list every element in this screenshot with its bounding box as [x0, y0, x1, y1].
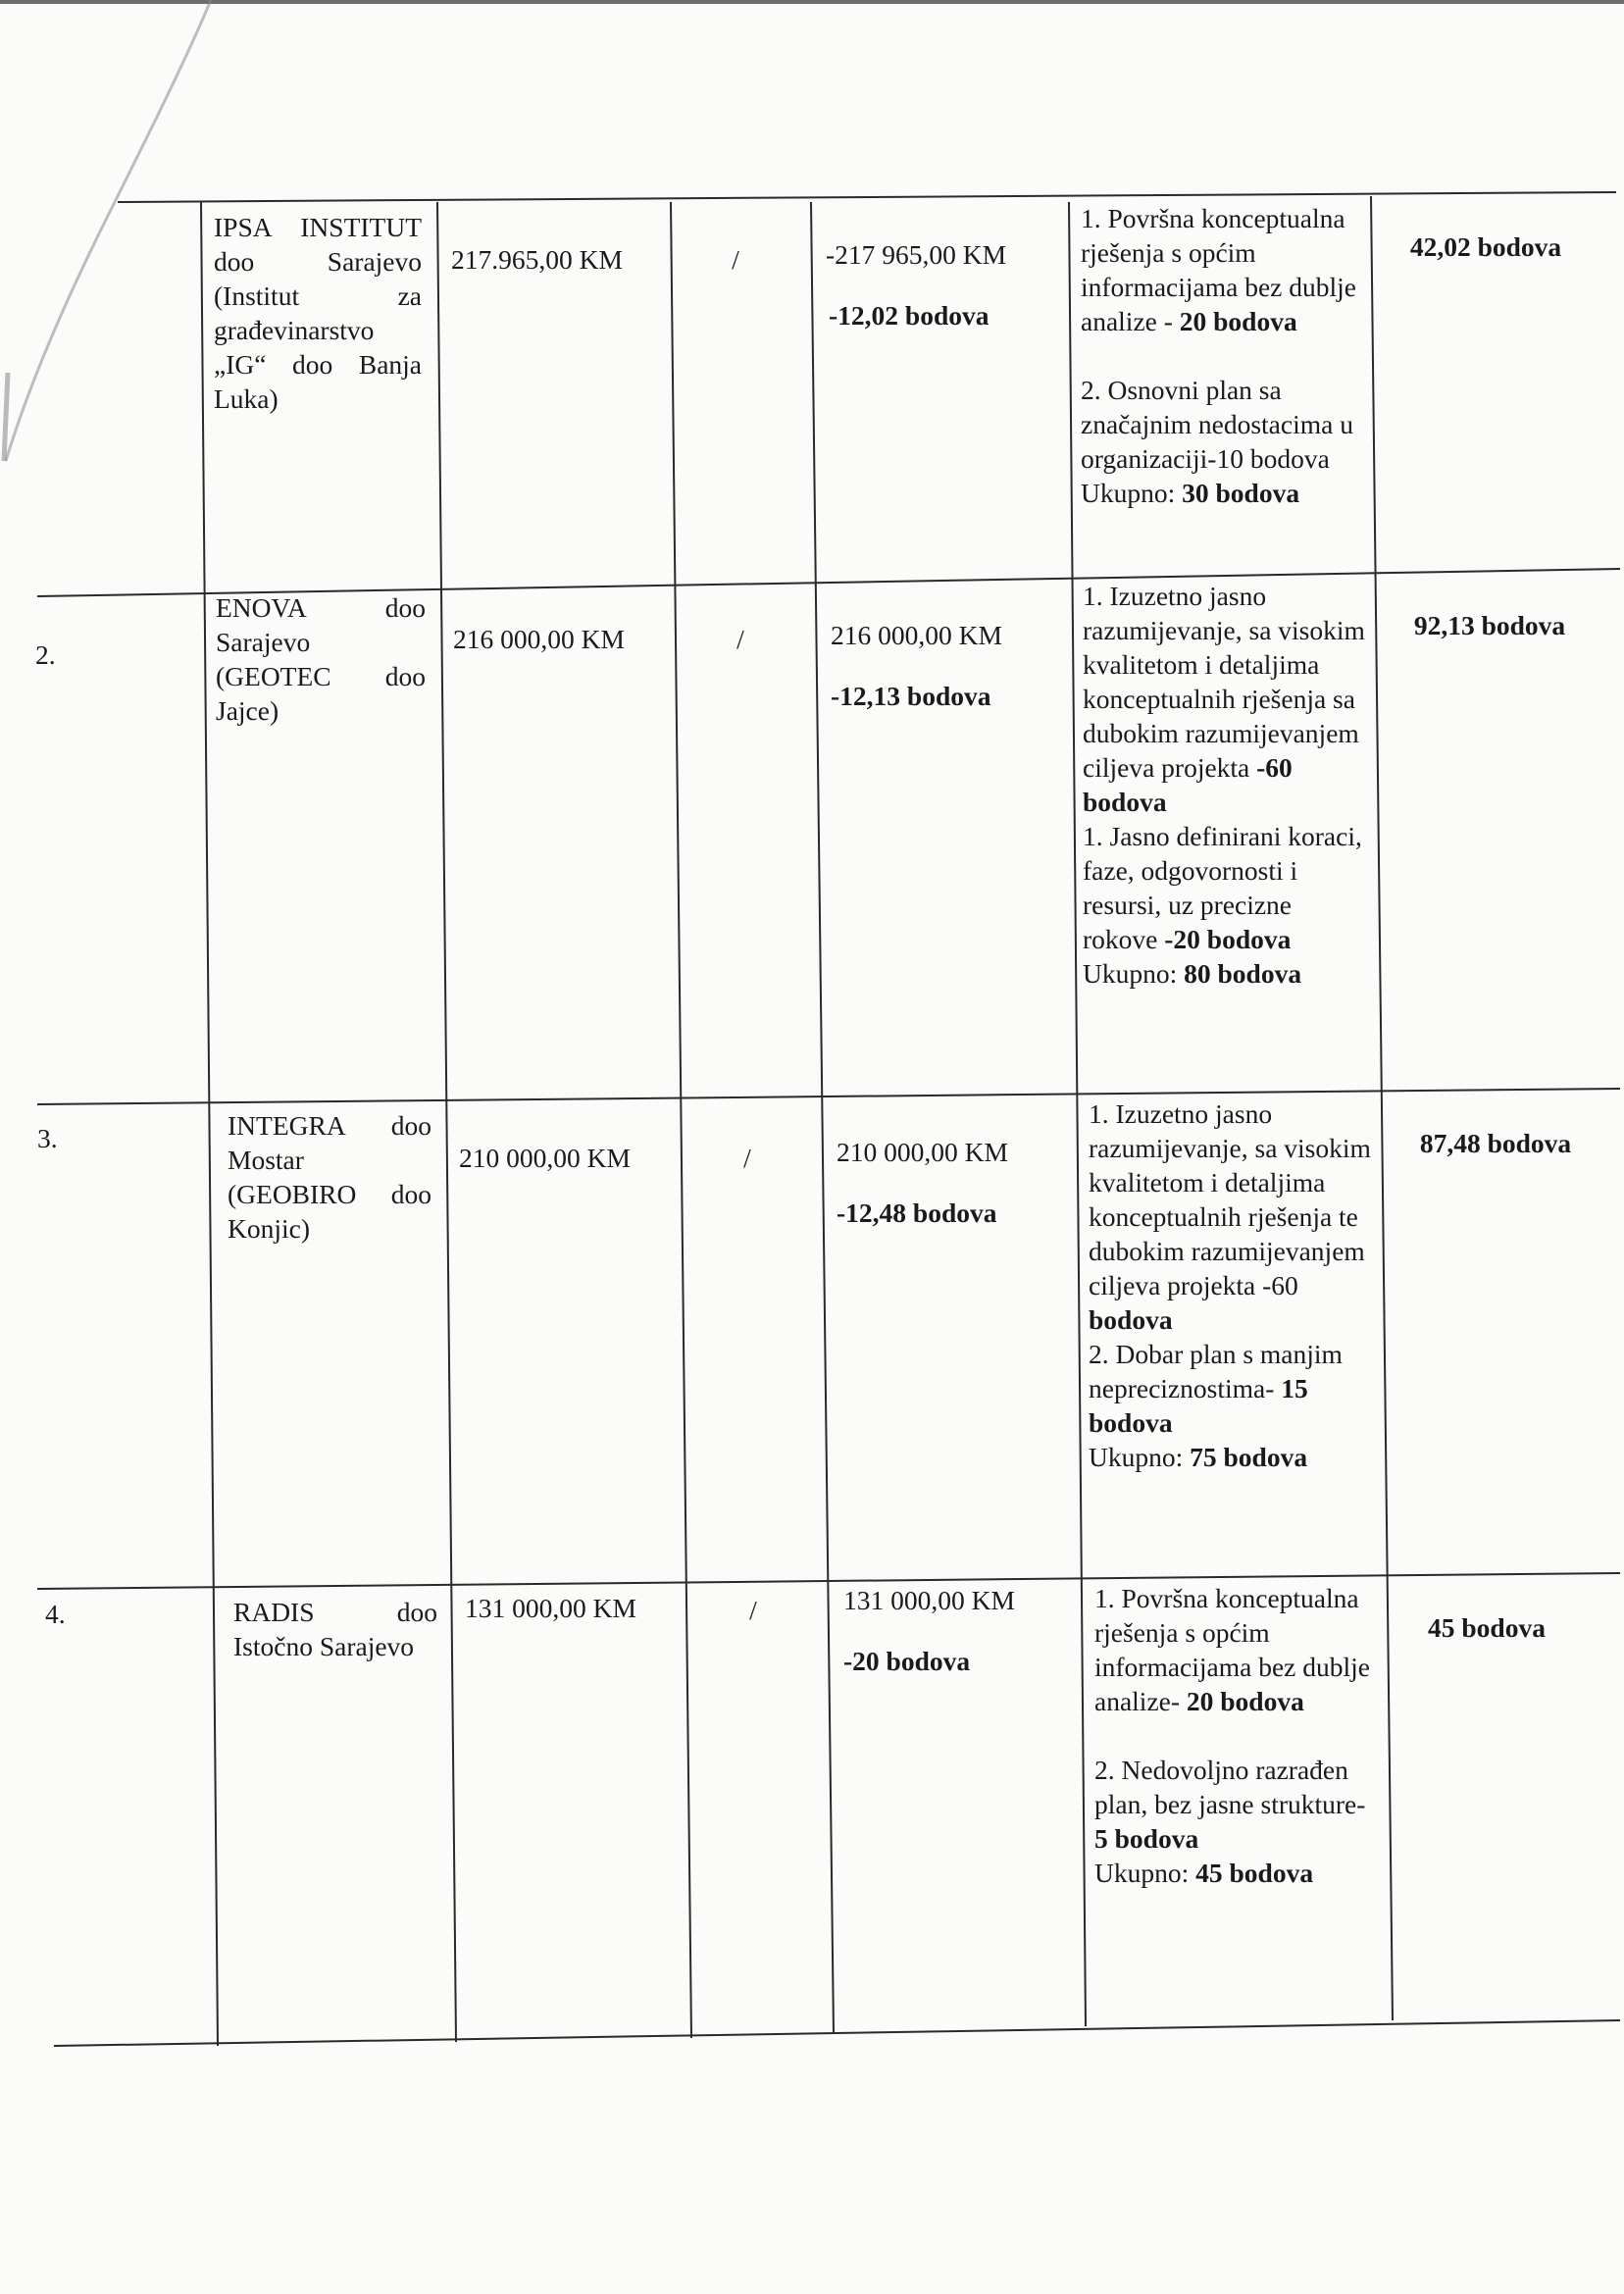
- criteria-text: 1. Površna konceptualna rješenja s općim informacijama bez dublje analize-: [1094, 1583, 1370, 1716]
- criteria-text: 1. Jasno definirani koraci, faze, odgovornosti i resursi, uz precizne rokove: [1083, 821, 1362, 954]
- criteria-cell: [1081, 201, 1367, 510]
- total-label: Ukupno:: [1089, 1442, 1191, 1472]
- criteria-item: [1083, 581, 1365, 817]
- criteria-points: bodova: [1089, 1304, 1173, 1335]
- final-score: 87,48 bodova: [1419, 1128, 1572, 1158]
- final-score: 92,13 bodova: [1413, 610, 1566, 640]
- slash-cell: /: [743, 1143, 751, 1173]
- company-line: „IG“ doo Banja: [214, 349, 422, 380]
- price-diff: 210 000,00 KM: [837, 1137, 1008, 1167]
- company-cell: [216, 590, 426, 728]
- price-diff: 216 000,00 KM: [831, 620, 1002, 650]
- slash-cell: /: [749, 1595, 757, 1625]
- price-diff-cell: [831, 618, 1066, 713]
- criteria-points: -60 bodova: [1083, 752, 1293, 817]
- company-line: Luka): [214, 383, 279, 414]
- criteria-points: 15 bodova: [1089, 1373, 1308, 1438]
- final-score: 45 bodova: [1428, 1612, 1546, 1643]
- total-line: [1094, 1856, 1381, 1890]
- total-value: 45 bodova: [1195, 1858, 1314, 1888]
- criteria-cell: [1094, 1581, 1381, 1890]
- criteria-points: 20 bodova: [1186, 1686, 1304, 1716]
- company-line: RADIS doo: [233, 1597, 437, 1627]
- criteria-item: [1083, 819, 1369, 956]
- criteria-cell: [1089, 1096, 1375, 1474]
- criteria-text: 1. Izuzetno jasno razumijevanje, sa visokim kvalitetom i detaljima konceptualnih rješenja te dubokim razumijevanjem ciljeva projekta -60: [1089, 1098, 1371, 1300]
- company-line: Konjic): [228, 1213, 311, 1244]
- company-line: građevinarstvo: [214, 315, 375, 345]
- criteria-item: [1081, 375, 1353, 474]
- company-line: INTEGRA doo: [228, 1110, 431, 1141]
- criteria-text: 2. Nedovoljno razrađen plan, bez jasne strukture-: [1094, 1755, 1366, 1819]
- company-line: (GEOTEC doo: [216, 661, 426, 691]
- total-line: [1081, 476, 1367, 510]
- company-cell: [233, 1595, 437, 1663]
- row-number: 4.: [45, 1599, 66, 1629]
- company-line: (Institut za: [214, 280, 422, 311]
- slash-cell: /: [736, 624, 744, 654]
- criteria-item: [1081, 203, 1356, 336]
- spacer: [1094, 1718, 1381, 1753]
- price-diff-cell: [826, 237, 1061, 332]
- price-cell: 217.965,00 KM: [451, 244, 623, 275]
- price-diff-cell: [837, 1135, 1072, 1230]
- criteria-cell: [1083, 579, 1369, 991]
- total-label: Ukupno:: [1094, 1858, 1196, 1888]
- criteria-item: [1094, 1755, 1365, 1854]
- total-label: Ukupno:: [1081, 478, 1183, 508]
- criteria-text: 1. Izuzetno jasno razumijevanje, sa visokim kvalitetom i detaljima konceptualnih rješenja sa dubokim razumijevanjem ciljeva projekta: [1083, 581, 1365, 783]
- total-line: [1089, 1440, 1375, 1474]
- price-points: -20 bodova: [843, 1646, 971, 1676]
- criteria-text: 1. Površna konceptualna rješenja s općim informacijama bez dublje analize -: [1081, 203, 1356, 336]
- company-line: (GEOBIRO doo: [228, 1179, 431, 1209]
- company-line: doo Sarajevo: [214, 246, 422, 277]
- company-cell: [214, 210, 422, 416]
- spacer: [1081, 338, 1367, 373]
- criteria-points: 20 bodova: [1179, 306, 1297, 336]
- company-line: ENOVA doo: [216, 592, 426, 623]
- price-diff: -217 965,00 KM: [826, 239, 1007, 270]
- total-line: [1083, 956, 1369, 991]
- company-line: IPSA INSTITUT: [214, 212, 422, 242]
- price-points: -12,48 bodova: [837, 1198, 997, 1228]
- company-line: Mostar: [228, 1145, 304, 1175]
- row-number: 2.: [35, 639, 56, 670]
- company-line: Istočno Sarajevo: [233, 1631, 415, 1661]
- row-number: 3.: [37, 1123, 58, 1153]
- criteria-points: 5 bodova: [1094, 1823, 1199, 1854]
- price-points: -12,02 bodova: [829, 300, 990, 331]
- company-line: Jajce): [216, 695, 279, 726]
- criteria-text: 2. Osnovni plan sa značajnim nedostacima u organizaciji-10 bodova: [1081, 375, 1353, 474]
- price-diff: 131 000,00 KM: [843, 1585, 1015, 1615]
- price-cell: 216 000,00 KM: [453, 624, 625, 654]
- price-cell: 210 000,00 KM: [459, 1143, 631, 1173]
- criteria-item: [1094, 1583, 1370, 1716]
- criteria-item: [1089, 1337, 1375, 1440]
- total-value: 30 bodova: [1182, 478, 1300, 508]
- criteria-points: -20 bodova: [1164, 924, 1292, 954]
- company-line: Sarajevo: [216, 627, 311, 657]
- total-value: 75 bodova: [1190, 1442, 1308, 1472]
- final-score: 42,02 bodova: [1409, 231, 1562, 262]
- price-points: -12,13 bodova: [831, 681, 991, 711]
- criteria-item: [1089, 1098, 1371, 1335]
- criteria-text: 2. Dobar plan s manjim nepreciznostima-: [1089, 1339, 1343, 1403]
- total-value: 80 bodova: [1184, 958, 1302, 989]
- slash-cell: /: [732, 244, 739, 275]
- company-cell: [228, 1108, 431, 1246]
- price-cell: 131 000,00 KM: [465, 1593, 636, 1623]
- total-label: Ukupno:: [1083, 958, 1185, 989]
- price-diff-cell: [843, 1583, 1079, 1678]
